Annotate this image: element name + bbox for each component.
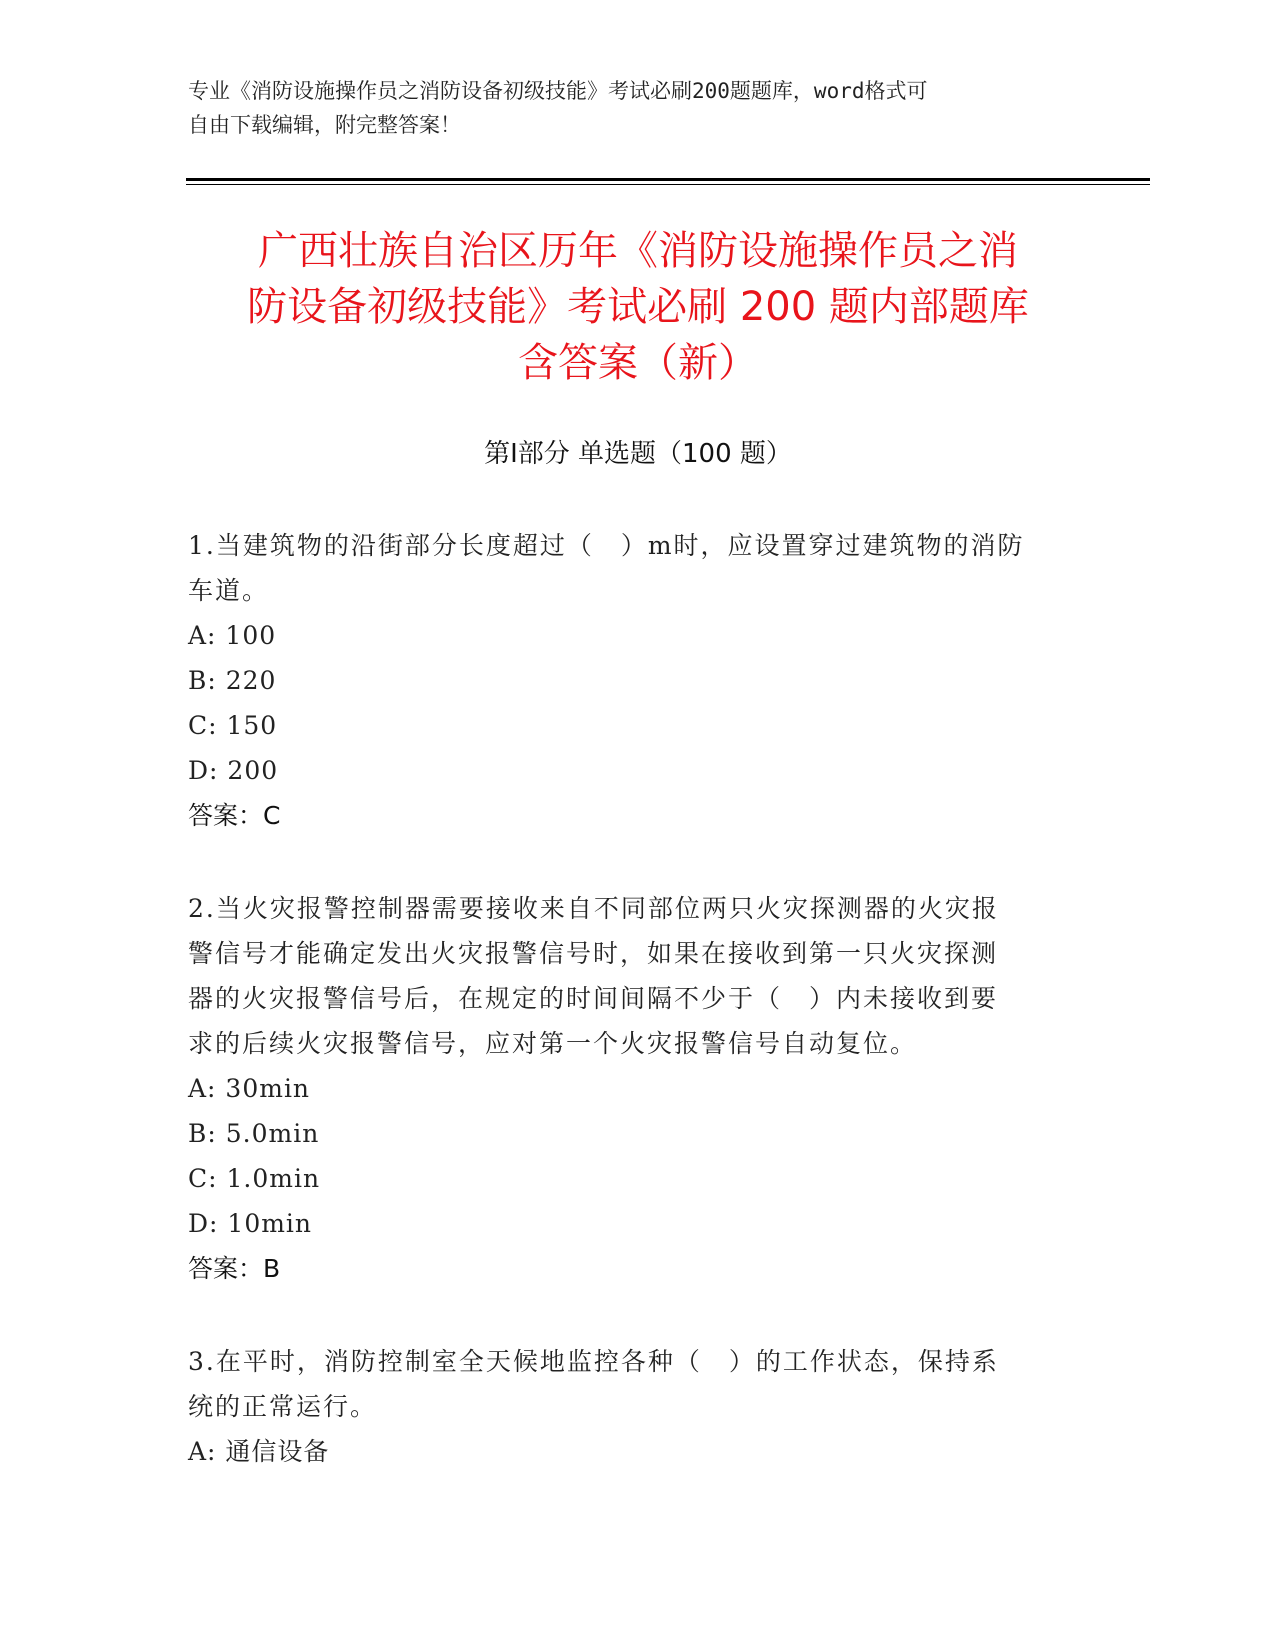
header-note [188,74,1068,142]
question-stem-line: 统的正常运行。 [188,1392,378,1421]
option-a: A: 100 [188,621,277,650]
question-3 [188,1339,1068,1474]
document-title-line-3: 含答案（新） [518,340,758,386]
header-note-line-1: 专业《消防设施操作员之消防设备初级技能》考试必刷200题题库，word格式可 [188,79,928,103]
header-divider-thin [186,184,1150,185]
question-stem-line: 警信号才能确定发出火灾报警信号时，如果在接收到第一只火灾探测 [188,939,999,968]
option-c: C: 150 [188,711,278,740]
answer-label: 答案：C [188,801,281,830]
question-stem-line: 3.在平时，消防控制室全天候地监控各种（ ）的工作状态，保持系 [188,1347,999,1376]
document-title [188,223,1088,391]
header-divider-thick [186,178,1150,181]
document-title-line-1: 广西壮族自治区历年《消防设施操作员之消 [258,228,1018,274]
option-b: B: 220 [188,666,277,695]
question-stem-line: 1.当建筑物的沿街部分长度超过（ ）m时，应设置穿过建筑物的消防 [188,531,1025,560]
question-stem-line: 求的后续火灾报警信号，应对第一个火灾报警信号自动复位。 [188,1029,918,1058]
option-a: A: 通信设备 [188,1437,330,1466]
question-1 [188,523,1068,838]
question-stem-line: 器的火灾报警信号后，在规定的时间间隔不少于（ ）内未接收到要 [188,984,999,1013]
option-d: D: 200 [188,756,279,785]
option-c: C: 1.0min [188,1164,321,1193]
header-note-line-2: 自由下载编辑，附完整答案！ [188,113,461,137]
option-a: A: 30min [188,1074,311,1103]
option-d: D: 10min [188,1209,313,1238]
option-b: B: 5.0min [188,1119,320,1148]
question-2 [188,886,1068,1291]
question-list [188,523,1068,1474]
section-heading: 第Ⅰ部分 单选题（100 题） [484,439,792,469]
question-stem-line: 2.当火灾报警控制器需要接收来自不同部位两只火灾探测器的火灾报 [188,894,999,923]
question-stem-line: 车道。 [188,576,270,605]
answer-label: 答案：B [188,1254,281,1283]
document-title-line-2: 防设备初级技能》考试必刷 200 题内部题库 [247,284,1029,330]
